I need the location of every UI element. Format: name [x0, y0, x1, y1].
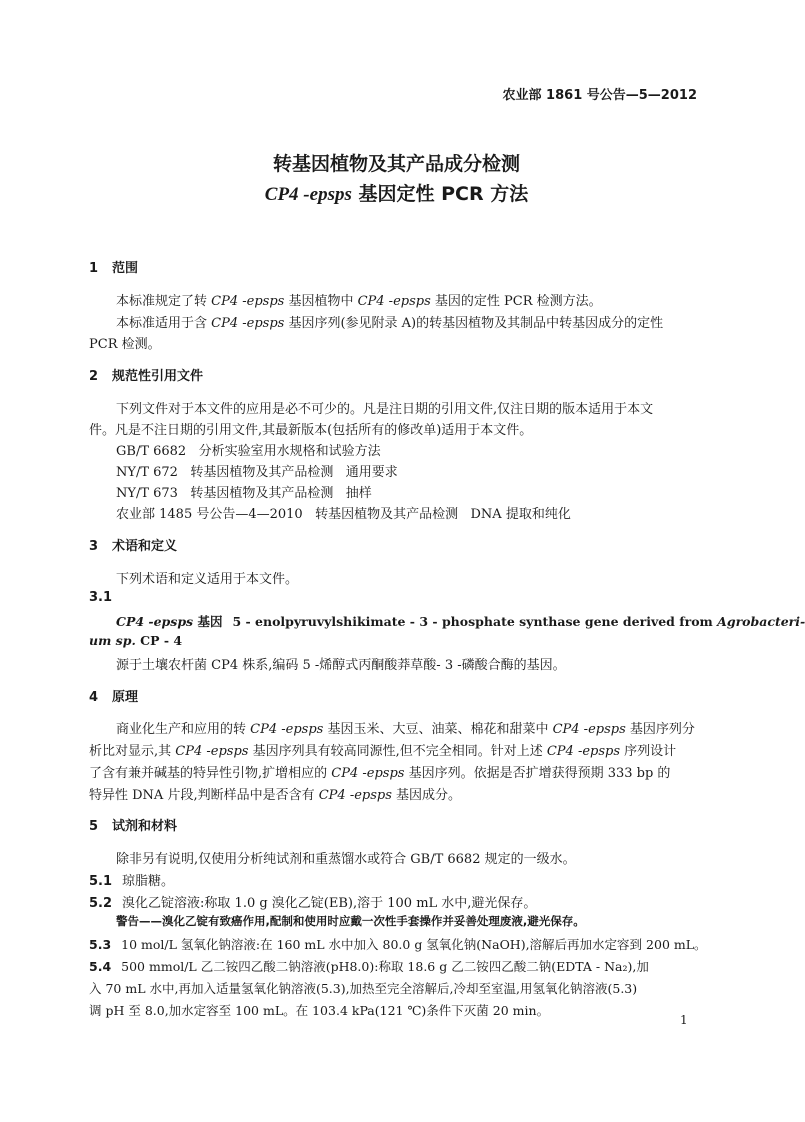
reference-item: GB/T 6682 分析实验室用水规格和试验方法	[116, 444, 381, 459]
gene-name: CP4 -epsps	[357, 294, 431, 309]
reference-item: 农业部 1485 号公告—4—2010 转基因植物及其产品检测 DNA 提取和纯化	[116, 507, 571, 522]
section-4-heading: 4 原理	[89, 690, 139, 705]
gene-name: CP4 -epsps	[318, 788, 392, 803]
section-1-para-2: 本标准适用于含 CP4 -epsps 基因序列(参见附录 A)的转基因植物及其制品中转基因成分的定性	[116, 316, 664, 331]
term-entry-cont: um sp. CP - 4	[89, 633, 183, 648]
reagent-item: 5.1 琼脂糖。	[89, 874, 175, 889]
reagent-item: 5.2 溴化乙锭溶液:称取 1.0 g 溴化乙锭(EB),溶于 100 mL 水中,避光保存。	[89, 896, 537, 911]
section-2-intro-line-2: 件。凡是不注日期的引用文件,其最新版本(包括所有的修改单)适用于本文件。	[89, 423, 533, 438]
section-1-para-1: 本标准规定了转 CP4 -epsps 基因植物中 CP4 -epsps 基因的定性 PCR 检测方法。	[116, 294, 602, 309]
subtitle-rest: 基因定性 PCR 方法	[351, 183, 529, 205]
principle-line-4: 特异性 DNA 片段,判断样品中是否含有 CP4 -epsps 基因成分。	[89, 788, 462, 803]
term-gene: CP4 -epsps	[116, 614, 194, 629]
principle-line-1: 商业化生产和应用的转 CP4 -epsps 基因玉米、大豆、油菜、棉花和甜菜中 CP4 -epsps 基因序列分	[116, 722, 695, 737]
section-2-heading: 2 规范性引用文件	[89, 369, 204, 384]
page-number: 1	[680, 1013, 688, 1027]
document-number: 农业部 1861 号公告—5—2012	[502, 88, 697, 103]
reagent-item-cont: 调 pH 至 8.0,加水定容至 100 mL。在 103.4 kPa(121 ℃)条件下灭菌 20 min。	[89, 1003, 550, 1018]
section-1-heading	[89, 257, 138, 276]
section-number: 1	[89, 261, 99, 276]
reagent-item-cont: 入 70 mL 水中,再加入适量氢氧化钠溶液(5.3),加热至完全溶解后,冷却至室温,用氢氧化钠溶液(5.3)	[89, 981, 638, 996]
principle-line-2: 析比对显示,其 CP4 -epsps 基因序列具有较高同源性,但不完全相同。针对上述 CP4 -epsps 序列设计	[89, 744, 677, 759]
gene-name: CP4 -epsps	[175, 744, 249, 759]
gene-name: CP4 -epsps	[331, 766, 405, 781]
reagent-item: 5.3 10 mol/L 氢氧化钠溶液:在 160 mL 水中加入 80.0 g 氢氧化钠(NaOH),溶解后再加水定容到 200 mL。	[89, 937, 707, 952]
reference-item: NY/T 673 转基因植物及其产品检测 抽样	[116, 486, 372, 501]
subsection-3-1-number: 3.1	[89, 590, 113, 605]
section-1-para-2-cont: PCR 检测。	[89, 337, 161, 352]
gene-name: CP4 -epsps	[546, 744, 621, 759]
gene-name: CP4 -epsps	[552, 722, 626, 737]
page-subtitle	[0, 179, 793, 206]
subtitle-gene: CP4 -epsps	[264, 184, 352, 205]
section-5-heading: 5 试剂和材料	[89, 819, 178, 834]
reference-item: NY/T 672 转基因植物及其产品检测 通用要求	[116, 465, 398, 480]
gene-name: CP4 -epsps	[211, 294, 285, 309]
section-5-intro: 除非另有说明,仅使用分析纯试剂和重蒸馏水或符合 GB/T 6682 规定的一级水。	[116, 852, 576, 867]
section-3-intro: 下列术语和定义适用于本文件。	[116, 572, 299, 587]
term-definition: 源于土壤农杆菌 CP4 株系,编码 5 -烯醇式丙酮酸莽草酸- 3 -磷酸合酶的基因。	[116, 658, 566, 673]
reagent-item: 5.4 500 mmol/L 乙二铵四乙酸二钠溶液(pH8.0):称取 18.6 g 乙二铵四乙酸二钠(EDTA - Na₂),加	[89, 959, 649, 974]
section-3-heading: 3 术语和定义	[89, 539, 178, 554]
gene-name: CP4 -epsps	[250, 722, 324, 737]
section-title: 范围	[112, 261, 139, 276]
term-entry: CP4 -epsps 基因 5 - enolpyruvylshikimate - 3 - phosphate synthase gene derived from Agrobacteri-	[116, 614, 805, 629]
principle-line-3: 了含有兼并碱基的特异性引物,扩增相应的 CP4 -epsps 基因序列。依据是否扩增获得预期 333 bp 的	[89, 766, 671, 781]
warning-note: 警告——溴化乙锭有致癌作用,配制和使用时应戴一次性手套操作并妥善处理废液,避光保存。	[116, 914, 585, 928]
page-title: 转基因植物及其产品成分检测	[272, 153, 520, 175]
term-english: 5 - enolpyruvylshikimate - 3 - phosphate synthase gene derived from	[232, 614, 718, 629]
section-2-intro-line-1: 下列文件对于本文件的应用是必不可少的。凡是注日期的引用文件,仅注日期的版本适用于本文	[116, 402, 654, 417]
gene-name: CP4 -epsps	[211, 316, 285, 331]
